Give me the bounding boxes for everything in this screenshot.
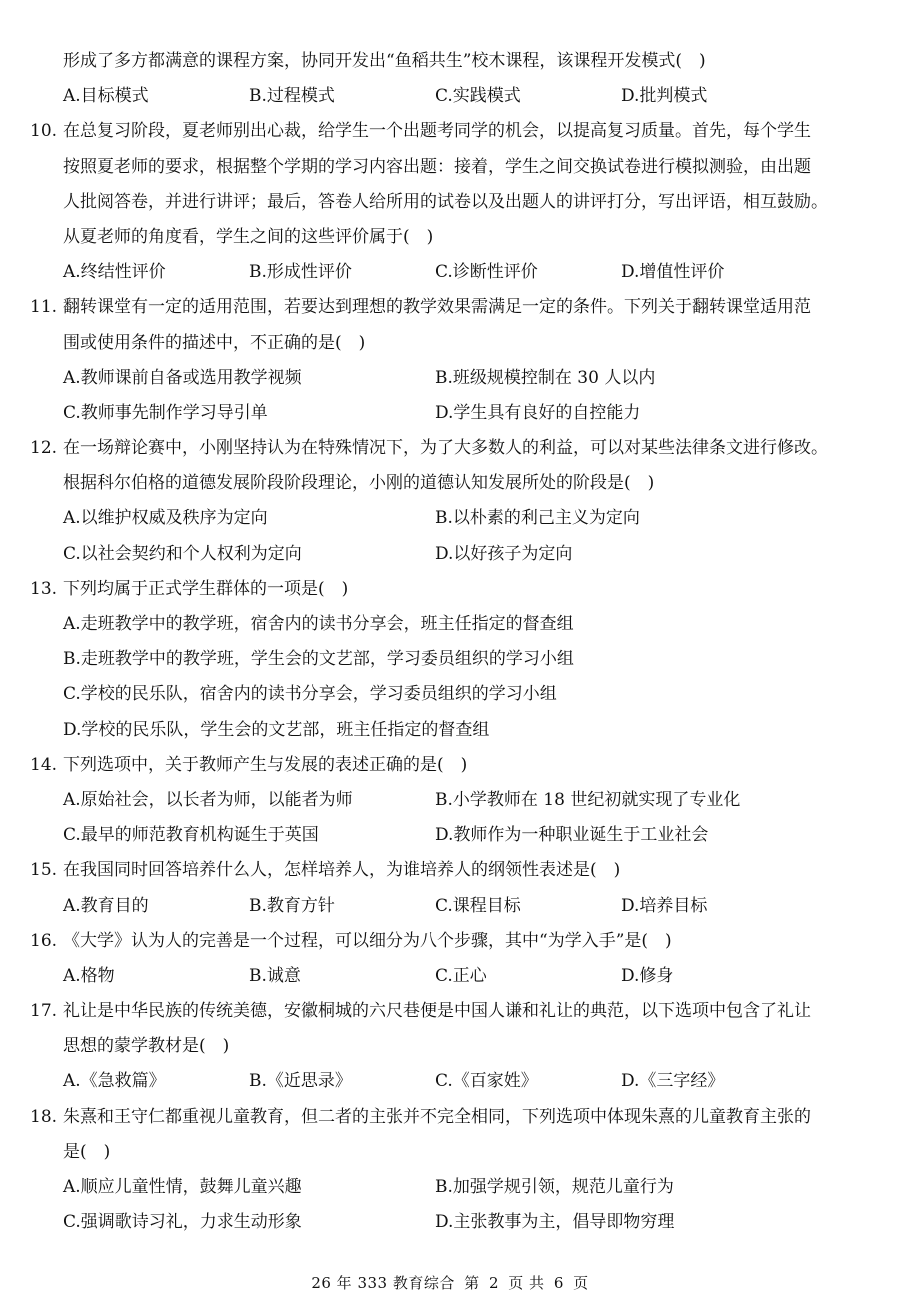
option-b: B.小学教师在 18 世纪初就实现了专业化: [435, 789, 741, 810]
option-a: A.《急救篇》: [63, 1071, 166, 1092]
question-stem-line: 朱熹和王守仁都重视儿童教育，但二者的主张并不完全相同，下列选项中体现朱熹的儿童教育主张的: [63, 1106, 811, 1127]
question-stem-line: 人批阅答卷，并进行讲评；最后，答卷人给所用的试卷以及出题人的讲评打分，写出评语，相互鼓励。: [63, 191, 828, 212]
option-c: C.以社会契约和个人权利为定向: [63, 543, 302, 564]
question-stem-line: 下列均属于正式学生群体的一项是( ): [63, 578, 349, 599]
question-14: [30, 748, 876, 854]
option-d: D.学生具有良好的自控能力: [435, 402, 641, 423]
option-b: B.以朴素的利己主义为定向: [435, 508, 640, 529]
question-stem-line: 根据科尔伯格的道德发展阶段阶段理论，小刚的道德认知发展所处的阶段是( ): [63, 473, 655, 494]
question-stem-line: 思想的蒙学教材是( ): [63, 1036, 230, 1057]
option-b: B.过程模式: [249, 86, 335, 107]
question-12: [30, 431, 876, 572]
page-label-mid: 页 共: [508, 1274, 545, 1292]
question-stem-line: 在一场辩论赛中，小刚坚持认为在特殊情况下，为了大多数人的利益，可以对某些法律条文进行修改。: [63, 438, 828, 459]
question-number: 14.: [30, 754, 58, 775]
question-17: [30, 994, 876, 1100]
option-c: C.课程目标: [435, 895, 521, 916]
question-stem-line: 是( ): [63, 1141, 111, 1162]
question-number: 10.: [30, 121, 58, 142]
question-stem-line: 翻转课堂有一定的适用范围，若要达到理想的教学效果需满足一定的条件。下列关于翻转课堂适用范: [63, 297, 811, 318]
option-b: B.诚意: [249, 965, 301, 986]
option-c: C.教师事先制作学习导引单: [63, 402, 268, 423]
question-options: [30, 1064, 876, 1099]
option-d: D.教师作为一种职业诞生于工业社会: [435, 825, 709, 846]
option-b: B.教育方针: [249, 895, 335, 916]
question-options: [30, 255, 876, 290]
option-d: D.修身: [621, 965, 674, 986]
option-b: B.《近思录》: [249, 1071, 352, 1092]
option-b: B.形成性评价: [249, 262, 352, 283]
question-number: 15.: [30, 860, 58, 881]
question-options: [30, 642, 876, 677]
question-stem-line: 在我国同时回答培养什么人，怎样培养人，为谁培养人的纲领性表述是( ): [63, 860, 621, 881]
option-c: C.学校的民乐队，宿舍内的读书分享会，学习委员组织的学习小组: [63, 684, 557, 705]
question-stem-line: 《大学》认为人的完善是一个过程，可以细分为八个步骤，其中“为学入手”是( ): [63, 930, 672, 951]
question-options: [30, 501, 876, 536]
question-options: [30, 889, 876, 924]
question-options: [30, 677, 876, 712]
question-options: [30, 607, 876, 642]
page-label-suffix: 页: [573, 1274, 589, 1292]
question-options: [30, 1205, 876, 1240]
question-number: 13.: [30, 578, 58, 599]
question-number: 17.: [30, 1001, 58, 1022]
question-options: [30, 361, 876, 396]
question-11: [30, 290, 876, 431]
option-a: A.目标模式: [63, 86, 149, 107]
question-number: 18.: [30, 1106, 58, 1127]
option-a: A.教育目的: [63, 895, 149, 916]
question-options: [30, 783, 876, 818]
option-d: D.增值性评价: [621, 262, 725, 283]
option-d: D.《三字经》: [621, 1071, 725, 1092]
question-stem-line: 在总复习阶段，夏老师别出心裁，给学生一个出题考同学的机会，以提高复习质量。首先，每个学生: [63, 121, 811, 142]
option-c: C.最早的师范教育机构诞生于英国: [63, 825, 319, 846]
option-b: B.加强学规引领，规范儿童行为: [435, 1177, 674, 1197]
question-16: [30, 924, 876, 994]
question-stem-line: 围或使用条件的描述中，不正确的是( ): [63, 332, 366, 353]
option-a: A.原始社会，以长者为师，以能者为师: [63, 789, 353, 810]
option-d: D.以好孩子为定向: [435, 543, 573, 564]
question-options: [30, 818, 876, 853]
exam-title: 26 年 333 教育综合: [311, 1274, 455, 1292]
option-c: C.实践模式: [435, 86, 521, 107]
question-stem-line: 按照夏老师的要求，根据整个学期的学习内容出题：接着，学生之间交换试卷进行模拟测验，由出题: [63, 156, 811, 177]
question-13: [30, 572, 876, 748]
question-options: [30, 713, 876, 748]
question-options: [30, 537, 876, 572]
question-10: [30, 114, 876, 290]
option-b: B.走班教学中的教学班，学生会的文艺部，学习委员组织的学习小组: [63, 649, 574, 670]
option-a: A.走班教学中的教学班，宿舍内的读书分享会，班主任指定的督查组: [63, 614, 574, 634]
option-a: A.顺应儿童性情，鼓舞儿童兴趣: [63, 1177, 302, 1197]
question-options: [30, 396, 876, 431]
option-b: B.班级规模控制在 30 人以内: [435, 367, 656, 388]
question-stem-line: 下列选项中，关于教师产生与发展的表述正确的是( ): [63, 754, 468, 775]
option-c: C.诊断性评价: [435, 262, 538, 283]
option-d: D.批判模式: [621, 86, 708, 107]
question-number: 12.: [30, 438, 58, 459]
question-stem-line: 从夏老师的角度看，学生之间的这些评价属于( ): [63, 226, 434, 247]
page-number: 2: [488, 1274, 499, 1292]
option-a: A.终结性评价: [63, 262, 166, 283]
option-a: A.格物: [63, 965, 115, 986]
question-15: [30, 853, 876, 923]
question-stem-line: 礼让是中华民族的传统美德，安徽桐城的六尺巷便是中国人谦和礼让的典范，以下选项中包含了礼让: [63, 1001, 811, 1022]
total-pages: 6: [553, 1274, 564, 1292]
option-c: C.《百家姓》: [435, 1071, 538, 1092]
question-number: 16.: [30, 930, 58, 951]
option-d: D.培养目标: [621, 895, 708, 916]
question-number: 11.: [30, 297, 58, 318]
option-a: A.教师课前自备或选用教学视频: [63, 367, 302, 388]
question-18: [30, 1100, 876, 1241]
option-c: C.正心: [435, 965, 487, 986]
option-a: A.以维护权威及秩序为定向: [63, 508, 268, 529]
question-9-stem-continuation: 形成了多方都满意的课程方案，协同开发出“鱼稻共生”校木课程，该课程开发模式( ): [63, 51, 706, 71]
page-label-prefix: 第: [464, 1274, 480, 1292]
option-d: D.学校的民乐队，学生会的文艺部，班主任指定的督查组: [63, 719, 490, 740]
question-9-options: [30, 79, 876, 114]
option-c: C.强调歌诗习礼，力求生动形象: [63, 1212, 302, 1233]
question-options: [30, 1170, 876, 1205]
question-options: [30, 959, 876, 994]
page-footer: [0, 1272, 900, 1293]
option-d: D.主张教事为主，倡导即物穷理: [435, 1212, 675, 1233]
